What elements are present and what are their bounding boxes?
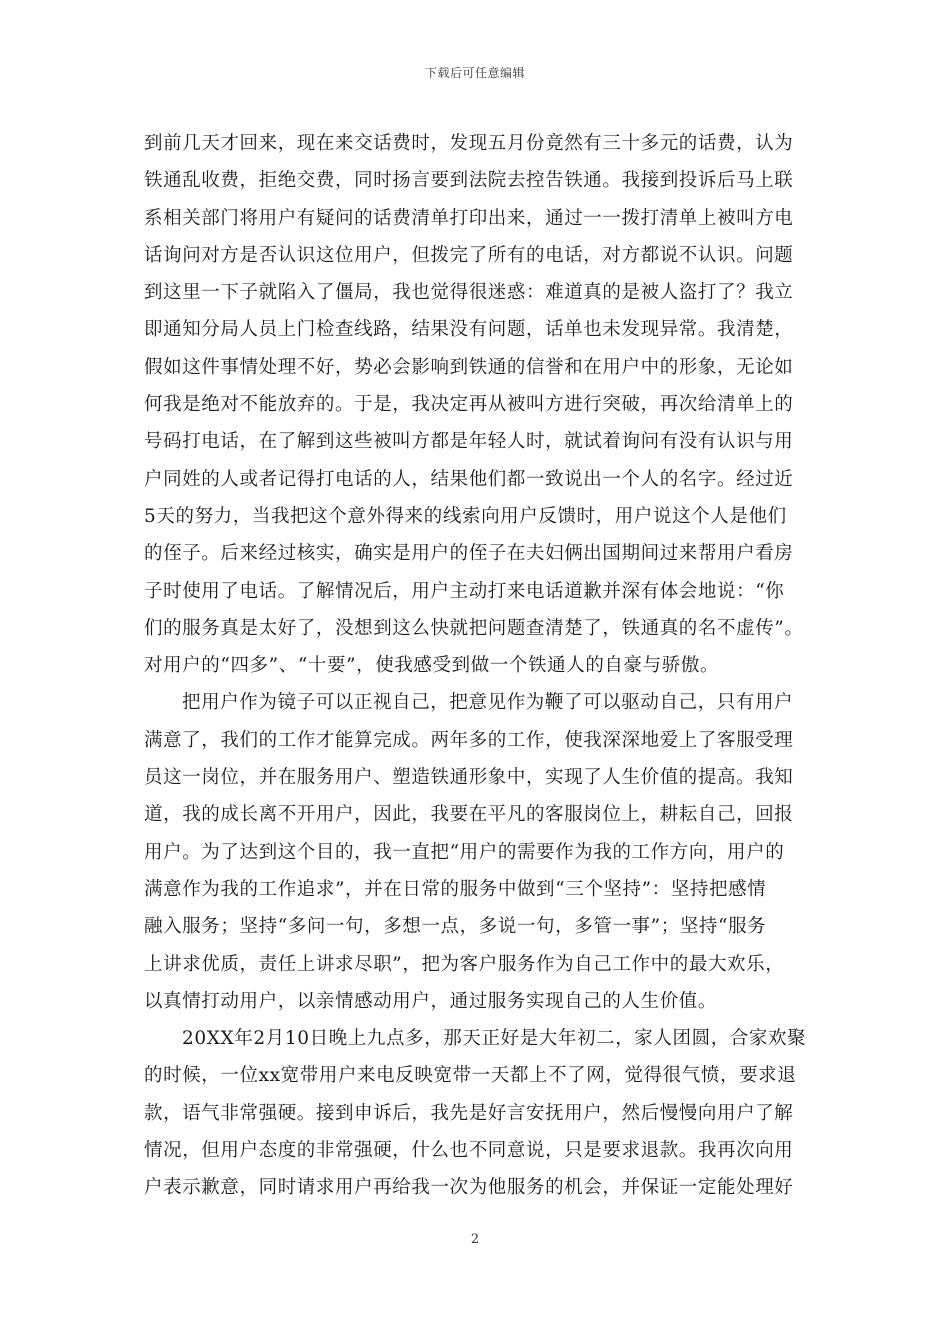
text-line: 满意了，我们的工作才能算完成。两年多的工作，使我深深地爱上了客服受理	[144, 729, 794, 751]
page-header: 下载后可任意编辑	[424, 66, 525, 80]
paragraph-first-line: 把用户作为镜子可以正视自己，把意见作为鞭了可以驱动自己，只有用户	[182, 692, 794, 714]
text-line: 到这里一下子就陷入了僵局，我也觉得很迷惑：难道真的是被人盗打了？我立	[144, 282, 794, 304]
text-line: 假如这件事情处理不好，势必会影响到铁通的信誉和在用户中的形象，无论如	[144, 356, 794, 378]
text-line: 系相关部门将用户有疑问的话费清单打印出来，通过一一拨打清单上被叫方电	[144, 207, 794, 229]
text-line: 子时使用了电话。了解情况后，用户主动打来电话道歉并深有体会地说：“你	[144, 580, 785, 602]
text-line: 融入服务；坚持“多问一句，多想一点，多说一句，多管一事”；坚持“服务	[144, 916, 767, 938]
document-body	[144, 125, 814, 1207]
text-line: 户表示歉意，同时请求用户再给我一次为他服务的机会，并保证一定能处理好	[144, 1177, 794, 1199]
text-line: 铁通乱收费，拒绝交费，同时扬言要到法院去控告铁通。我接到投诉后马上联	[144, 170, 794, 192]
text-line: 的时候，一位xx宽带用户来电反映宽带一天都上不了网，觉得很气愤，要求退	[144, 1065, 797, 1087]
text-line: 情况，但用户态度的非常强硬，什么也不同意说，只是要求退款。我再次向用	[144, 1140, 794, 1162]
text-line: 道，我的成长离不开用户，因此，我要在平凡的客服岗位上，耕耘自己，回报	[144, 804, 794, 826]
text-line: 5天的努力，当我把这个意外得来的线索向用户反馈时，用户说这个人是他们	[144, 505, 787, 527]
text-line: 满意作为我的工作追求”，并在日常的服务中做到“三个坚持”：坚持把感情	[144, 878, 767, 900]
text-line: 员这一岗位，并在服务用户、塑造铁通形象中，实现了人生价值的提高。我知	[144, 767, 794, 789]
text-line: 对用户的“四多”、“十要”，使我感受到做一个铁通人的自豪与骄傲。	[144, 655, 720, 677]
text-line: 的侄子。后来经过核实，确实是用户的侄子在夫妇俩出国期间过来帮用户看房	[144, 543, 794, 565]
text-line: 款，语气非常强硬。接到申诉后，我先是好言安抚用户，然后慢慢向用户了解	[144, 1102, 794, 1124]
text-line: 到前几天才回来，现在来交话费时，发现五月份竟然有三十多元的话费，认为	[144, 133, 794, 154]
text-line: 户同姓的人或者记得打电话的人，结果他们都一致说出一个人的名字。经过近	[144, 468, 794, 490]
text-line: 以真情打动用户，以亲情感动用户，通过服务实现自己的人生价值。	[144, 990, 718, 1012]
paragraph-first-line: 20XX年2月10日晚上九点多，那天正好是大年初二，家人团圆，合家欢聚	[182, 1028, 807, 1050]
text-line: 何我是绝对不能放弃的。于是，我决定再从被叫方进行突破，再次给清单上的	[144, 394, 794, 416]
text-line: 即通知分局人员上门检查线路，结果没有问题，话单也未发现异常。我清楚，	[144, 319, 794, 341]
page-number: 2	[470, 1232, 480, 1247]
text-line: 号码打电话，在了解到这些被叫方都是年轻人时，就试着询问有没有认识与用	[144, 431, 794, 453]
text-line: 上讲求优质，责任上讲求尽职”，把为客户服务作为自己工作中的最大欢乐，	[144, 953, 785, 975]
text-line: 话询问对方是否认识这位用户，但拨完了所有的电话，对方都说不认识。问题	[144, 244, 794, 266]
text-line: 用户。为了达到这个目的，我一直把“用户的需要作为我的工作方向，用户的	[144, 841, 785, 863]
text-line: 们的服务真是太好了，没想到这么快就把问题查清楚了，铁通真的名不虚传”。	[144, 617, 804, 639]
